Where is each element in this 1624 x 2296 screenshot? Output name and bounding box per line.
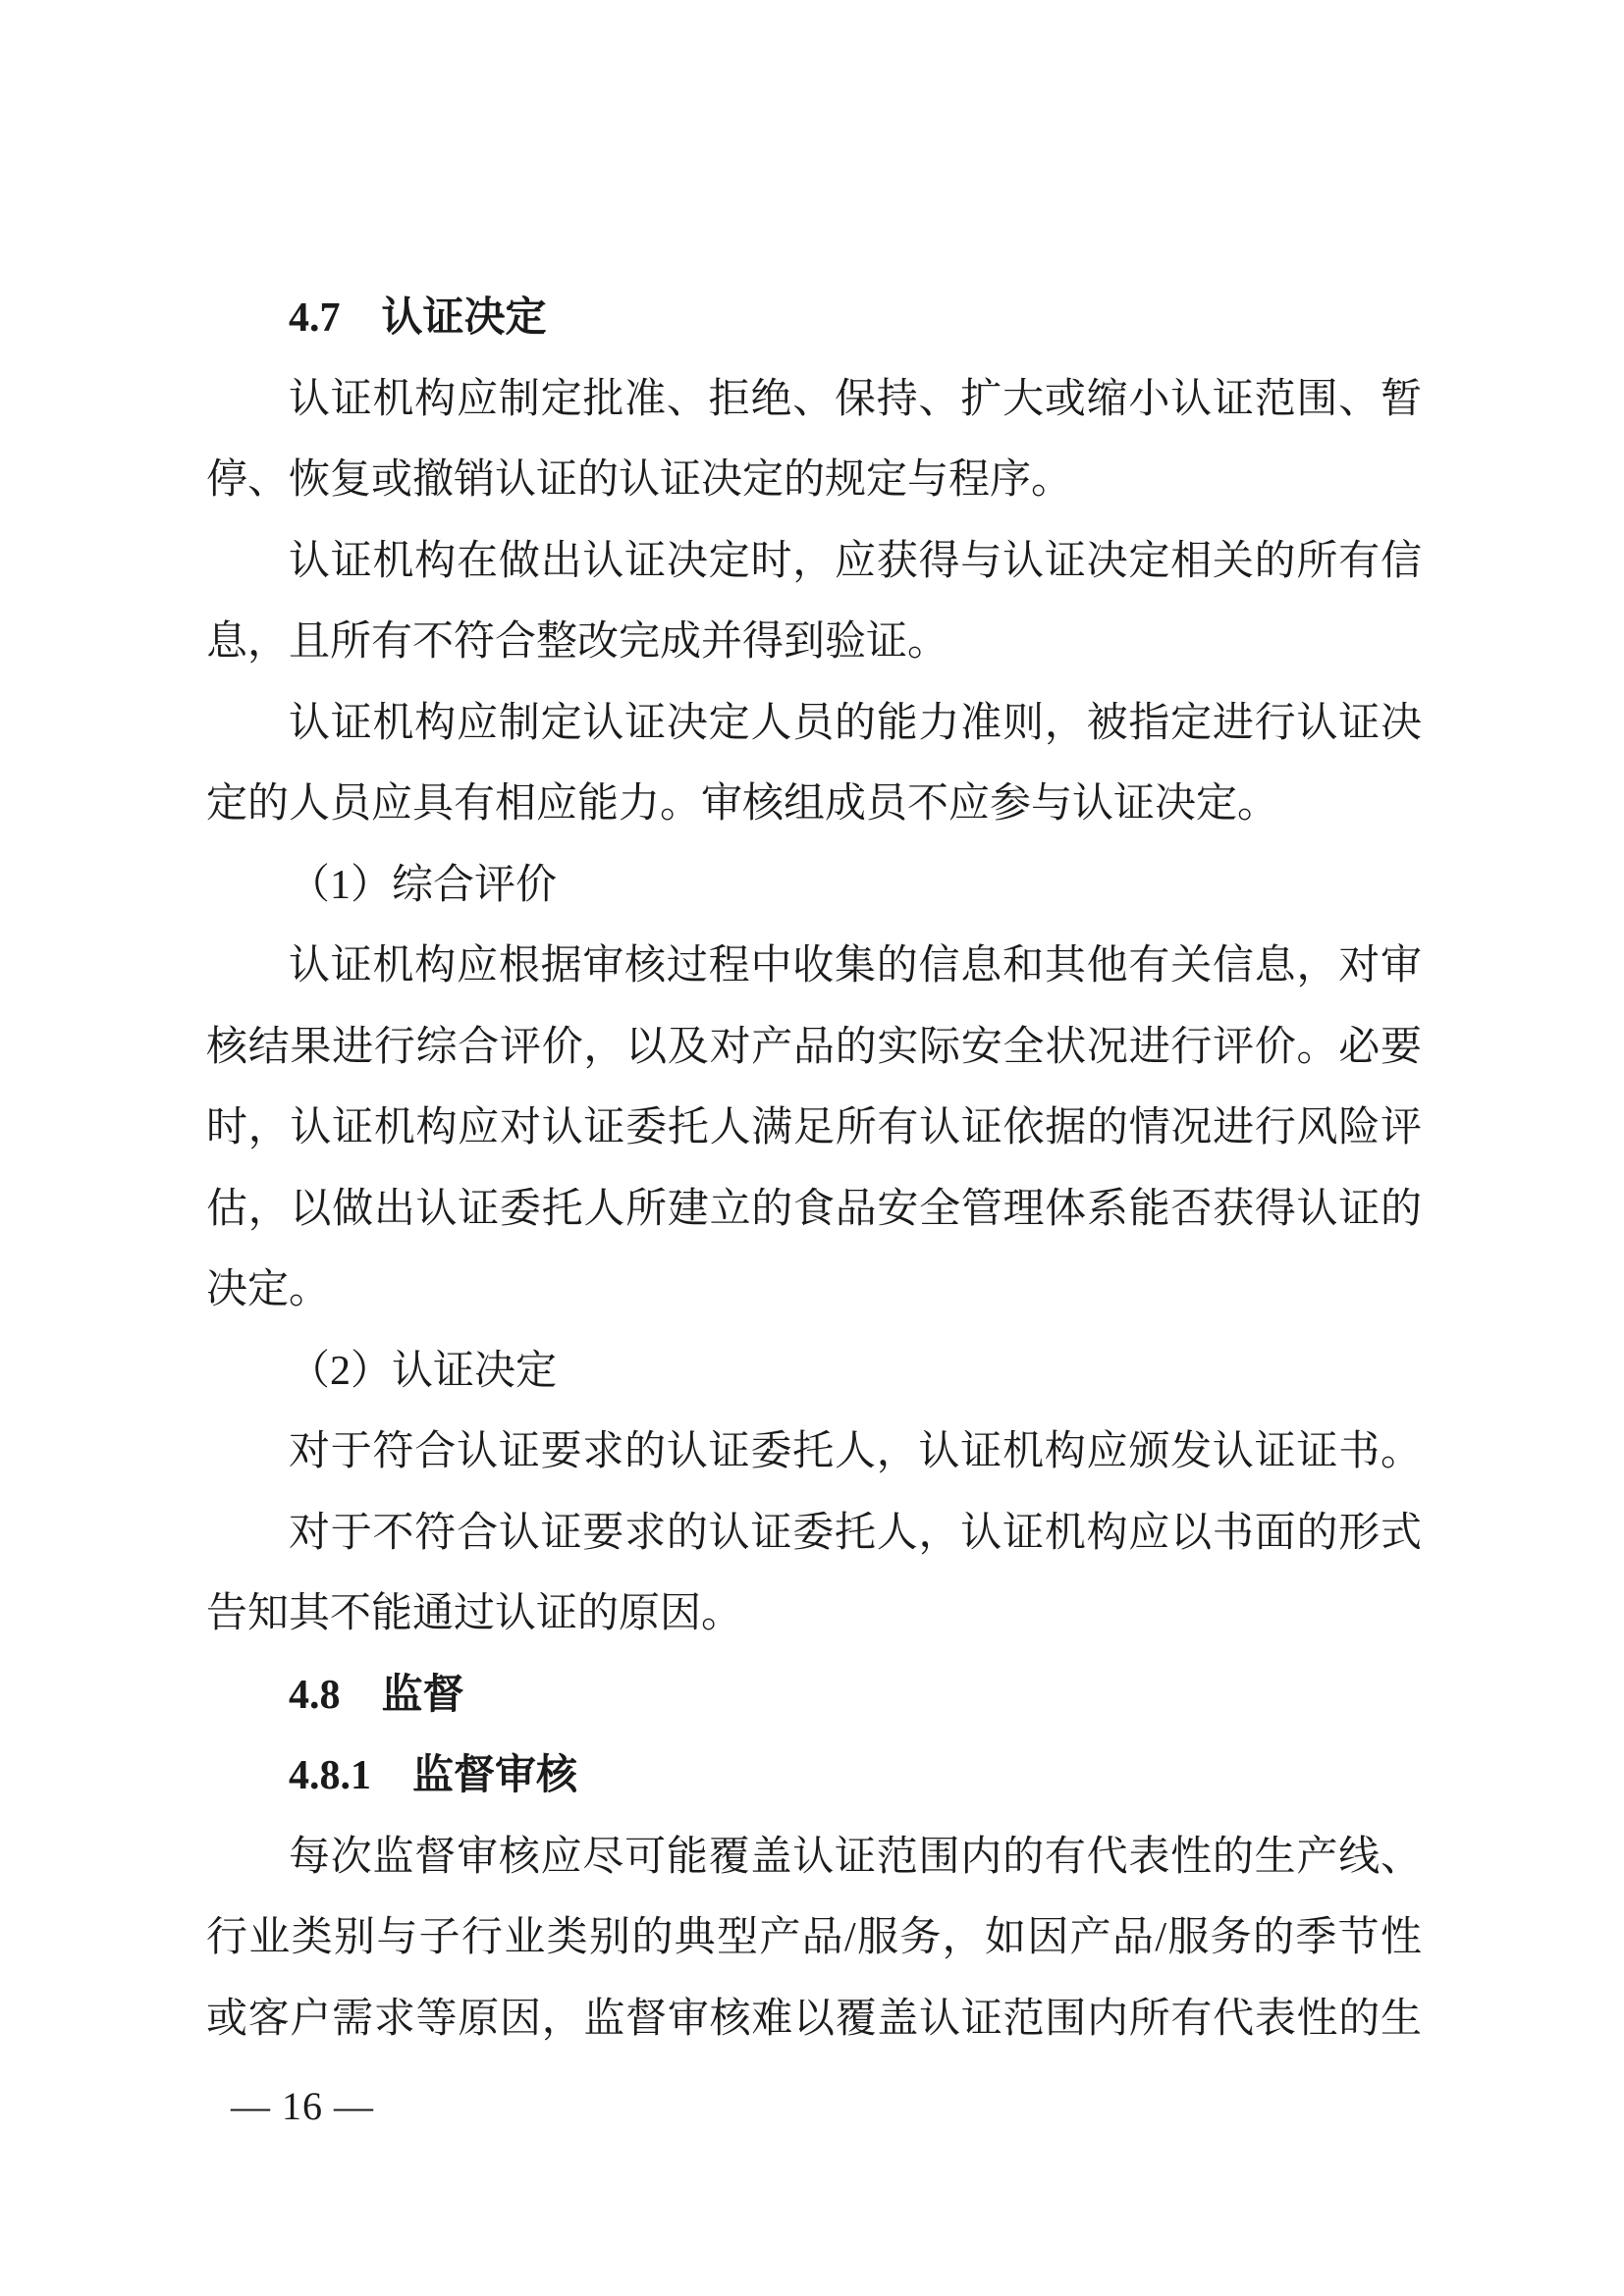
page-number: — 16 — [231,2084,374,2128]
paragraph-line: 行业类别与子行业类别的典型产品/服务，如因产品/服务的季节性 [206,1915,1422,1960]
heading-4-8-1-supervision-audit: 4.8.1 监督审核 [289,1753,578,1798]
paragraph-line: 估，以做出认证委托人所建立的食品安全管理体系能否获得认证的 [206,1186,1422,1232]
heading-4-8-supervision: 4.8 监督 [289,1672,464,1718]
paragraph-line: 定的人员应具有相应能力。审核组成员不应参与认证决定。 [206,781,1279,827]
paragraph-line: 认证机构应制定认证决定人员的能力准则，被指定进行认证决 [289,700,1422,746]
paragraph-line: 或客户需求等原因，监督审核难以覆盖认证范围内所有代表性的生 [206,1996,1422,2042]
paragraph-line: 决定。 [206,1267,331,1312]
paragraph-line: 告知其不能通过认证的原因。 [206,1591,743,1636]
paragraph-line: 认证机构在做出认证决定时，应获得与认证决定相关的所有信 [289,538,1422,584]
list-item-2-certification-decision: （2）认证决定 [289,1348,558,1394]
paragraph-line: 对于不符合认证要求的认证委托人，认证机构应以书面的形式 [289,1510,1422,1556]
paragraph-line: 对于符合认证要求的认证委托人，认证机构应颁发认证证书。 [289,1429,1422,1474]
heading-4-7-certification-decision: 4.7 认证决定 [289,295,547,341]
paragraph-line: 认证机构应制定批准、拒绝、保持、扩大或缩小认证范围、暂 [289,376,1422,422]
paragraph-line: 停、恢复或撤销认证的认证决定的规定与程序。 [206,457,1073,503]
paragraph-line: 核结果进行综合评价，以及对产品的实际安全状况进行评价。必要 [206,1024,1422,1070]
paragraph-line: 认证机构应根据审核过程中收集的信息和其他有关信息，对审 [289,943,1422,988]
document-body [206,278,1422,2059]
paragraph-line: 时，认证机构应对认证委托人满足所有认证依据的情况进行风险评 [206,1105,1422,1150]
list-item-1-comprehensive-evaluation: （1）综合评价 [289,862,558,908]
paragraph-line: 息，且所有不符合整改完成并得到验证。 [206,619,949,665]
paragraph-line: 每次监督审核应尽可能覆盖认证范围内的有代表性的生产线、 [289,1834,1422,1880]
